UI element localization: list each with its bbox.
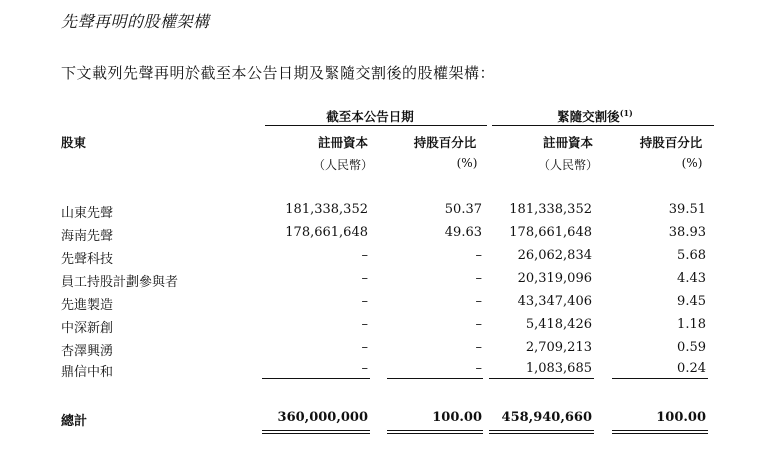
pct-current: – bbox=[475, 361, 482, 376]
shareholder-name: 先進製造 bbox=[61, 298, 114, 313]
table-row bbox=[0, 271, 769, 294]
table-row bbox=[0, 202, 769, 225]
pct-current: – bbox=[475, 271, 482, 286]
pct-after: 0.59 bbox=[677, 340, 706, 355]
capital-after: 1,083,685 bbox=[525, 361, 592, 376]
capital-current: 181,338,352 bbox=[285, 202, 368, 217]
pct-current: 50.37 bbox=[444, 202, 482, 217]
table-row bbox=[0, 361, 769, 384]
total-double-rule-c2 bbox=[489, 433, 594, 434]
section-heading: 先聲再明的股權架構 bbox=[61, 12, 210, 31]
pct-after: 38.93 bbox=[668, 225, 706, 240]
col-header-shareholder: 股東 bbox=[61, 135, 87, 150]
table-row bbox=[0, 317, 769, 340]
footnote-marker: (1) bbox=[619, 107, 633, 118]
group-header-after bbox=[557, 107, 633, 125]
capital-after: 20,319,096 bbox=[517, 271, 592, 286]
pct-after: 39.51 bbox=[668, 202, 706, 217]
col-header-capital-after: 註冊資本 bbox=[542, 135, 594, 150]
table-row bbox=[0, 225, 769, 248]
total-label: 總計 bbox=[61, 414, 88, 429]
subtotal-rule-pct-after bbox=[612, 378, 708, 379]
group-header-after-title: 緊隨交割後 bbox=[557, 109, 620, 124]
pct-after: 5.68 bbox=[677, 248, 706, 263]
total-pct-after: 100.00 bbox=[656, 410, 706, 425]
pct-current: – bbox=[475, 294, 482, 309]
group-header-current-underline bbox=[265, 125, 487, 126]
capital-current: 178,661,648 bbox=[285, 225, 368, 240]
total-double-rule-d2 bbox=[612, 433, 708, 434]
total-double-rule-a2 bbox=[262, 433, 370, 434]
col-header-pct-current: 持股百分比 bbox=[413, 135, 477, 150]
capital-after: 43,347,406 bbox=[517, 294, 592, 309]
shareholder-name: 中深新創 bbox=[61, 321, 114, 336]
pct-after: 1.18 bbox=[677, 317, 706, 332]
unit-pct-after: (%) bbox=[681, 156, 703, 170]
capital-after: 178,661,648 bbox=[509, 225, 592, 240]
shareholder-name: 鼎信中和 bbox=[61, 365, 114, 380]
shareholder-name: 杏澤興湧 bbox=[61, 344, 114, 359]
pct-current: – bbox=[475, 248, 482, 263]
capital-current: – bbox=[361, 294, 368, 309]
total-capital-current: 360,000,000 bbox=[277, 410, 368, 425]
group-header-current: 截至本公告日期 bbox=[326, 109, 414, 124]
total-double-rule-d1 bbox=[612, 430, 708, 431]
table-row bbox=[0, 248, 769, 271]
shareholder-name: 先聲科技 bbox=[61, 252, 114, 267]
total-double-rule-b1 bbox=[387, 430, 483, 431]
total-capital-after: 458,940,660 bbox=[501, 410, 592, 425]
capital-current: – bbox=[361, 361, 368, 376]
subtotal-rule-capital-after bbox=[489, 378, 594, 379]
capital-after: 181,338,352 bbox=[509, 202, 592, 217]
total-double-rule-a1 bbox=[262, 430, 370, 431]
capital-current: – bbox=[361, 248, 368, 263]
unit-capital-current: （人民幣） bbox=[312, 158, 374, 172]
capital-after: 2,709,213 bbox=[525, 340, 592, 355]
capital-after: 26,062,834 bbox=[517, 248, 592, 263]
shareholder-name: 海南先聲 bbox=[61, 229, 114, 244]
unit-pct-current: (%) bbox=[456, 156, 478, 170]
capital-current: – bbox=[361, 271, 368, 286]
shareholder-name: 山東先聲 bbox=[61, 206, 114, 221]
total-double-rule-b2 bbox=[387, 433, 483, 434]
shareholder-name: 員工持股計劃參與者 bbox=[61, 275, 179, 290]
pct-after: 0.24 bbox=[677, 361, 706, 376]
total-pct-current: 100.00 bbox=[432, 410, 482, 425]
subtotal-rule-capital-current bbox=[262, 378, 370, 379]
pct-current: 49.63 bbox=[444, 225, 482, 240]
table-row bbox=[0, 340, 769, 363]
unit-capital-after: （人民幣） bbox=[537, 158, 599, 172]
total-double-rule-c1 bbox=[489, 430, 594, 431]
col-header-capital-current: 註冊資本 bbox=[317, 135, 369, 150]
subtotal-rule-pct-current bbox=[387, 378, 483, 379]
table-row bbox=[0, 294, 769, 317]
capital-after: 5,418,426 bbox=[525, 317, 592, 332]
intro-paragraph: 下文載列先聲再明於截至本公告日期及緊隨交割後的股權架構： bbox=[61, 64, 496, 82]
capital-current: – bbox=[361, 317, 368, 332]
capital-current: – bbox=[361, 340, 368, 355]
pct-current: – bbox=[475, 317, 482, 332]
pct-current: – bbox=[475, 340, 482, 355]
pct-after: 4.43 bbox=[677, 271, 706, 286]
col-header-pct-after: 持股百分比 bbox=[639, 135, 703, 150]
pct-after: 9.45 bbox=[677, 294, 706, 309]
group-header-after-underline bbox=[492, 125, 714, 126]
